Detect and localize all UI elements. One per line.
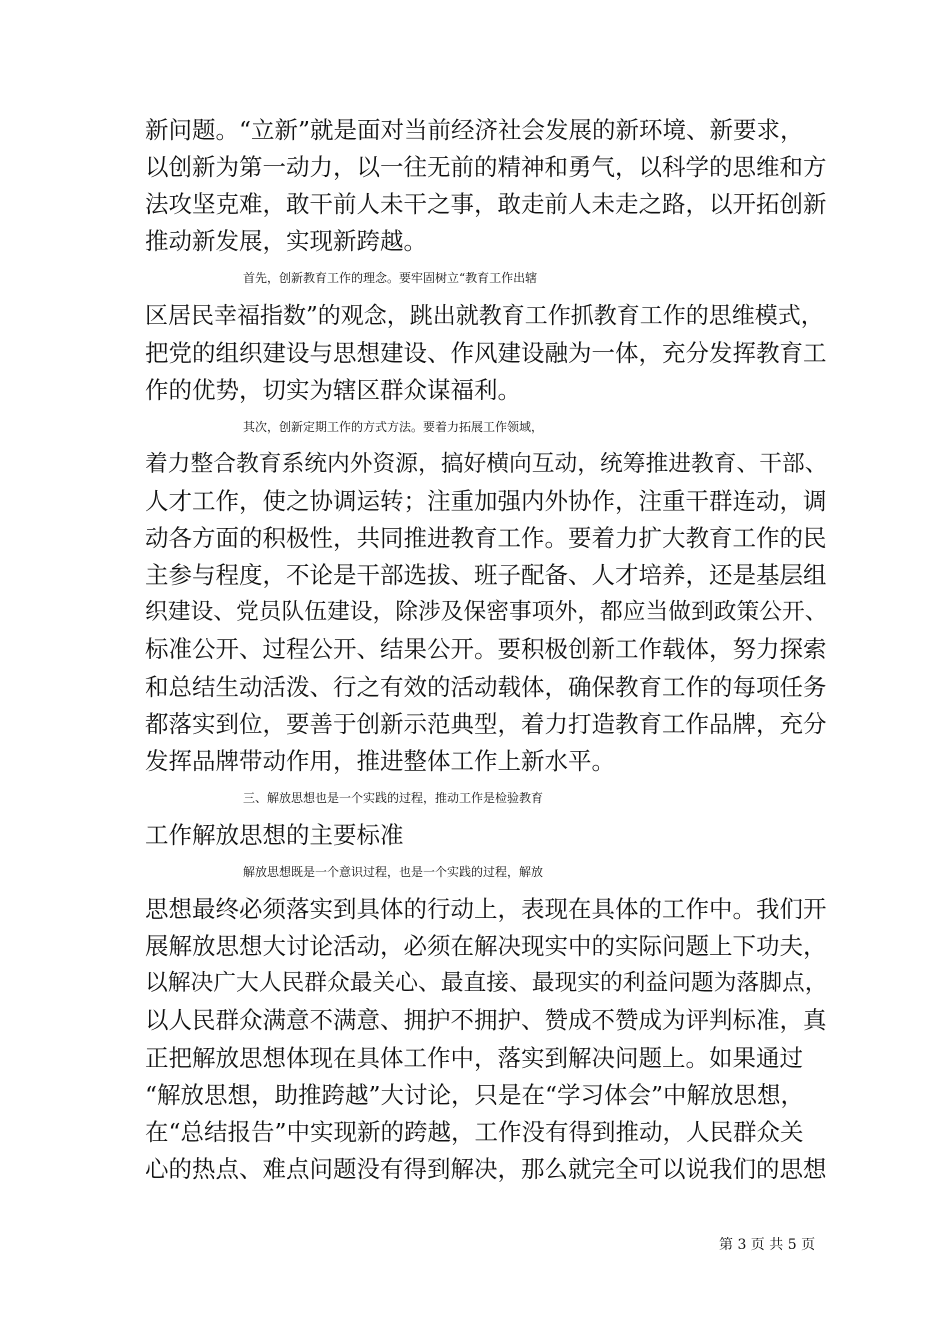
text-line: 人才工作，使之协调运转；注重加强内外协作，注重干群连动，调 xyxy=(145,487,827,515)
text-line: “解放思想，助推跨越”大讨论，只是在“学习体会”中解放思想， xyxy=(145,1080,805,1109)
text-line: 着力整合教育系统内外资源，搞好横向互动，统筹推进教育、干部、 xyxy=(145,450,828,477)
page-number: 第 3 页 共 5 页 xyxy=(719,1237,816,1253)
text-line: 都落实到位，要善于创新示范典型，着力打造教育工作品牌，充分 xyxy=(145,709,827,738)
text-line: 心的热点、难点问题没有得到解决，那么就完全可以说我们的思想 xyxy=(145,1154,827,1183)
text-line: 工作解放思想的主要标准 xyxy=(145,820,404,849)
text-line: 新问题。“立新”就是面对当前经济社会发展的新环境、新要求， xyxy=(145,116,804,144)
text-line: 标准公开、过程公开、结果公开。要积极创新工作载体，努力探索 xyxy=(145,635,827,664)
text-line: 三、解放思想也是一个实践的过程，推动工作是检验教育 xyxy=(243,790,544,805)
text-line: 以解决广大人民群众最关心、最直接、最现实的利益问题为落脚点， xyxy=(145,970,828,997)
text-line: 把党的组织建设与思想建设、作风建设融为一体，充分发挥教育工 xyxy=(145,338,827,367)
text-line: 首先，创新教育工作的理念。要牢固树立“教育工作出辖 xyxy=(243,271,538,286)
text-line: 发挥品牌带动作用，推进整体工作上新水平。 xyxy=(145,746,615,775)
text-line: 和总结生动活泼、行之有效的活动载体，确保教育工作的每项任务 xyxy=(145,672,827,701)
text-line: 作的优势，切实为辖区群众谋福利。 xyxy=(145,375,521,404)
text-line: 区居民幸福指数”的观念，跳出就教育工作抓教育工作的思维模式， xyxy=(145,302,824,329)
text-line: 以创新为第一动力，以一往无前的精神和勇气，以科学的思维和方 xyxy=(145,153,827,182)
text-line: 以人民群众满意不满意、拥护不拥护、赞成不赞成为评判标准，真 xyxy=(145,1006,827,1035)
text-line: 织建设、党员队伍建设，除涉及保密事项外，都应当做到政策公开、 xyxy=(145,599,828,626)
text-line: 法攻坚克难，敢干前人未干之事，敢走前人未走之路，以开拓创新 xyxy=(145,190,827,219)
text-line: 主参与程度，不论是干部选拔、班子配备、人才培养，还是基层组 xyxy=(145,561,827,590)
text-line: 推动新发展，实现新跨越。 xyxy=(145,227,427,256)
text-line: 展解放思想大讨论活动，必须在解决现实中的实际问题上下功夫， xyxy=(145,932,827,961)
text-line: 思想最终必须落实到具体的行动上，表现在具体的工作中。我们开 xyxy=(145,895,827,924)
text-line: 动各方面的积极性，共同推进教育工作。要着力扩大教育工作的民 xyxy=(145,524,827,553)
text-line: 其次，创新定期工作的方式方法。要着力拓展工作领域， xyxy=(243,419,544,434)
text-line: 正把解放思想体现在具体工作中，落实到解决问题上。如果通过 xyxy=(145,1043,803,1072)
text-line: 在“总结报告”中实现新的跨越，工作没有得到推动，人民群众关 xyxy=(145,1117,804,1146)
text-line: 解放思想既是一个意识过程，也是一个实践的过程，解放 xyxy=(243,865,544,879)
